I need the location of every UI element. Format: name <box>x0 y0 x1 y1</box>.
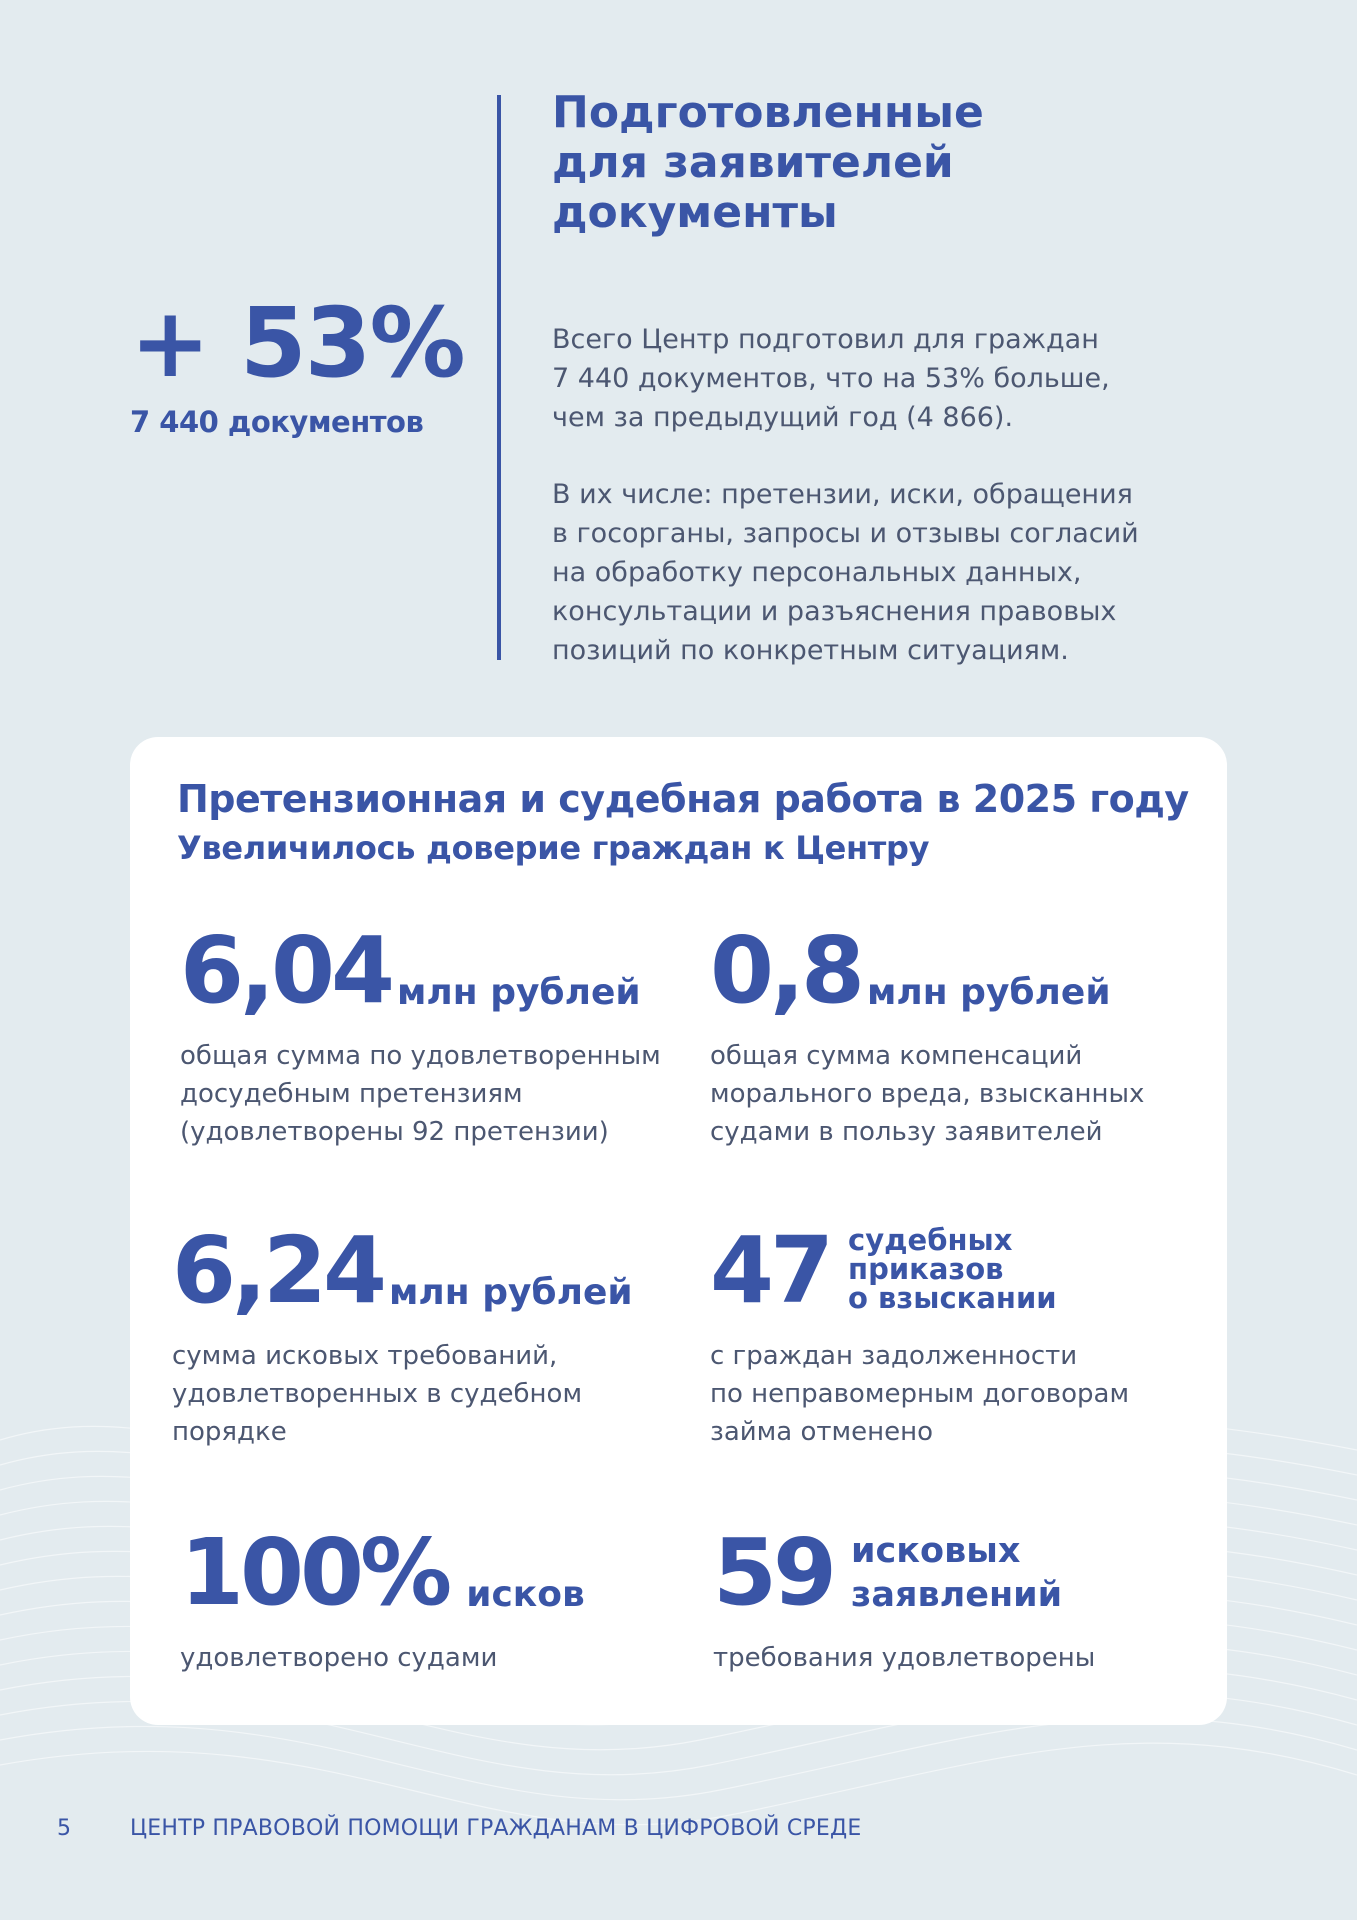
stat-description: с граждан задолженности по неправомерным договорам займа отменено <box>710 1341 1130 1447</box>
stat-court-orders <box>710 1217 1130 1451</box>
stat-description: удовлетворено судами <box>180 1643 498 1673</box>
vertical-divider <box>497 95 501 660</box>
documents-count: 7 440 документов <box>130 405 424 439</box>
stat-unit: исковых заявлений <box>851 1531 1063 1615</box>
card-subtitle: Увеличилось доверие граждан к Центру <box>177 829 930 867</box>
section-title: Подготовленные для заявителей документы <box>552 87 984 238</box>
summary-paragraph: Всего Центр подготовил для граждан 7 440 документов, что на 53% больше, чем за предыдущий год (4 866). <box>552 324 1110 433</box>
stat-unit: исков <box>466 1574 585 1615</box>
stat-description: общая сумма компенсаций морального вреда, взысканных судами в пользу заявителей <box>710 1041 1145 1147</box>
stat-lawsuit-applications <box>713 1519 1096 1677</box>
stat-description: общая сумма по удовлетворенным досудебным претензиям (удовлетворены 92 претензии) <box>180 1041 661 1147</box>
stat-number: 59 <box>713 1519 834 1626</box>
stat-lawsuit-claims <box>172 1217 633 1451</box>
stat-number: 0,8 <box>710 917 861 1024</box>
page-number: 5 <box>57 1816 71 1841</box>
stat-description: требования удовлетворены <box>713 1643 1096 1673</box>
documents-growth-stat <box>130 287 470 439</box>
stat-number: 47 <box>710 1217 831 1324</box>
stat-number: 100% <box>180 1519 449 1626</box>
document-types-paragraph: В их числе: претензии, иски, обращения в госорганы, запросы и отзывы согласий на обработку персональных данных, консультации и разъяснения правовых позиций по конкретным ситуациям. <box>552 479 1139 666</box>
stat-unit: млн рублей <box>397 972 641 1013</box>
stat-description: сумма исковых требований, удовлетворенных в судебном порядке <box>172 1341 583 1447</box>
stat-lawsuits-satisfied <box>180 1519 585 1677</box>
footer-organization: ЦЕНТР ПРАВОВОЙ ПОМОЩИ ГРАЖДАНАМ В ЦИФРОВОЙ СРЕДЕ <box>130 1816 862 1841</box>
stat-unit: судебных приказов о взыскании <box>848 1223 1057 1315</box>
stat-number: 6,24 <box>172 1217 383 1324</box>
stat-moral-damages <box>710 917 1145 1151</box>
stat-unit: млн рублей <box>866 972 1111 1013</box>
stat-number: 6,04 <box>180 917 391 1024</box>
litigation-results-card <box>130 737 1227 1725</box>
growth-percent: + 53% <box>130 287 464 399</box>
stat-unit: млн рублей <box>389 1272 633 1313</box>
stat-pretrial-claims <box>180 917 661 1151</box>
card-title: Претензионная и судебная работа в 2025 году <box>177 777 1189 821</box>
